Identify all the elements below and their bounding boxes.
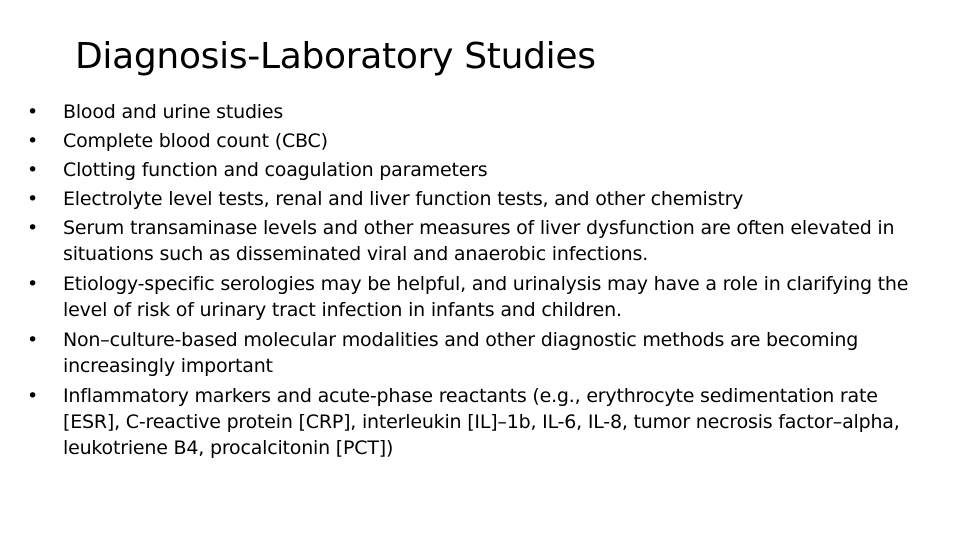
bullet-marker: •	[27, 217, 39, 239]
list-item	[25, 186, 925, 212]
list-item	[25, 327, 925, 379]
bullet-text: Inflammatory markers and acute-phase reactants (e.g., erythrocyte sedimentation rate [ESR], C-reactive protein [CRP], interleukin [IL]–1b, IL-6, IL-8, tumor necrosis factor–alpha, leukotriene B4, procalcitonin [PCT])	[63, 385, 900, 459]
bullet-marker: •	[27, 273, 39, 295]
list-item	[25, 215, 925, 267]
list-item	[25, 383, 925, 461]
bullet-list	[25, 99, 925, 465]
bullet-text: Electrolyte level tests, renal and liver function tests, and other chemistry	[63, 188, 744, 210]
bullet-text: Clotting function and coagulation parameters	[63, 159, 488, 181]
bullet-text: Non–culture-based molecular modalities and other diagnostic methods are becoming increasingly important	[63, 329, 859, 377]
bullet-marker: •	[27, 101, 39, 123]
list-item	[25, 128, 925, 154]
list-item	[25, 157, 925, 183]
bullet-text: Complete blood count (CBC)	[63, 130, 328, 152]
bullet-marker: •	[27, 188, 39, 210]
bullet-text: Blood and urine studies	[63, 101, 284, 123]
bullet-marker: •	[27, 329, 39, 351]
bullet-text: Serum transaminase levels and other measures of liver dysfunction are often elevated in situations such as disseminated viral and anaerobic infections.	[63, 217, 895, 265]
bullet-marker: •	[27, 385, 39, 407]
list-item	[25, 271, 925, 323]
list-item	[25, 99, 925, 125]
bullet-marker: •	[27, 159, 39, 181]
bullet-text: Etiology-specific serologies may be helpful, and urinalysis may have a role in clarifying the level of risk of urinary tract infection in infants and children.	[63, 273, 909, 321]
slide-title: Diagnosis-Laboratory Studies	[75, 36, 596, 77]
bullet-marker: •	[27, 130, 39, 152]
